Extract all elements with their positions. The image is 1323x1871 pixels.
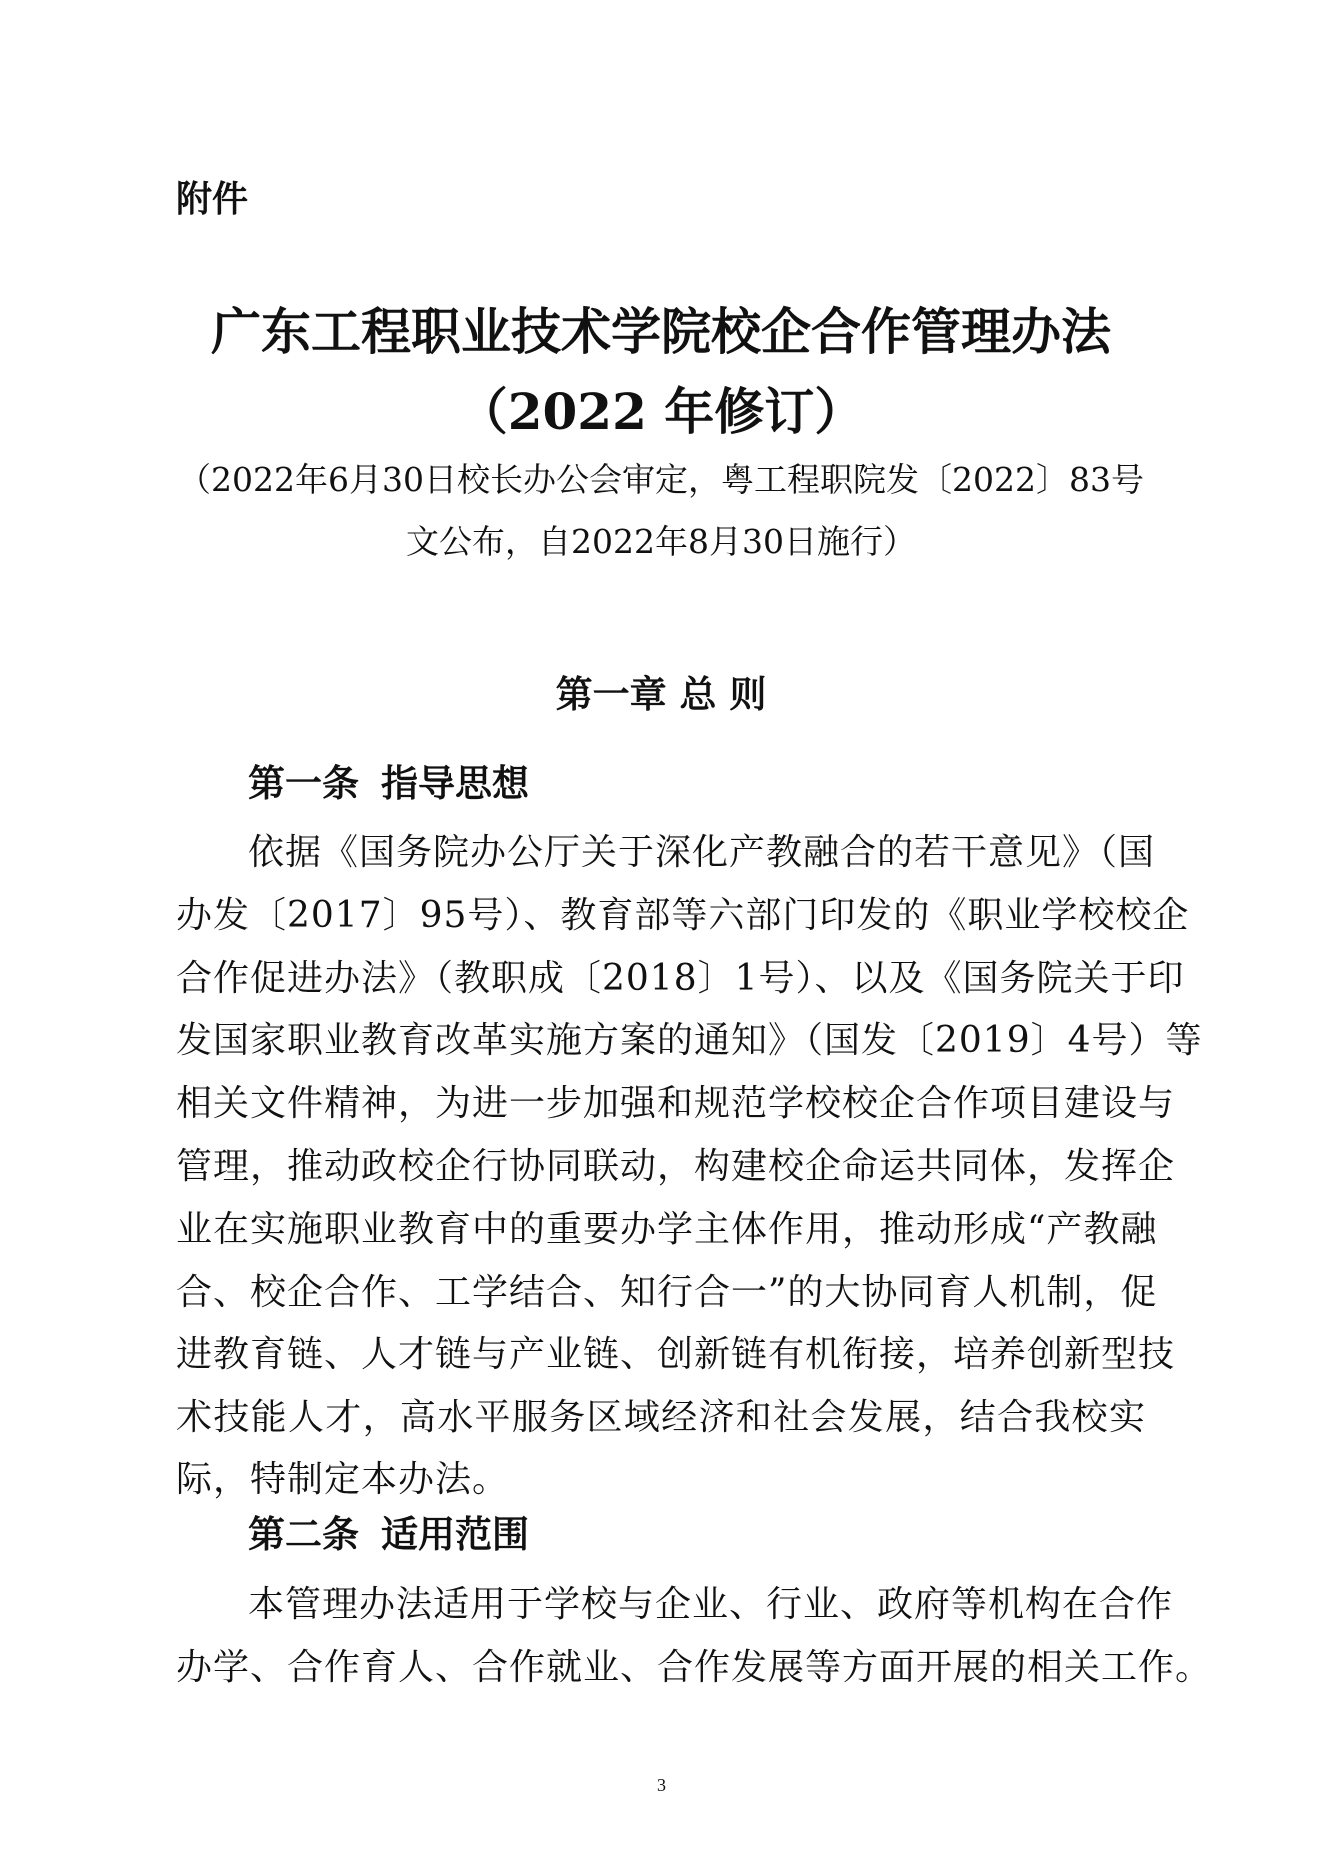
article2-heading-text: 适用范围: [381, 1513, 529, 1556]
article1-line: 合作促进办法》（教职成〔2018〕1号）、以及《国务院关于印: [176, 958, 1185, 999]
article1-line: 合、校企合作、工学结合、知行合一”的大协同育人机制，促: [176, 1272, 1158, 1313]
document-meta-line1: （2022年6月30日校长办公会审定，粤工程职院发〔2022〕83号: [178, 460, 1144, 499]
chapter-title: 第一章 总 则: [555, 673, 767, 716]
article1-number: 第一条: [248, 762, 359, 805]
document-title-line1: 广东工程职业技术学院校企合作管理办法: [211, 302, 1111, 361]
article2-line: 本管理办法适用于学校与企业、行业、政府等机构在合作: [248, 1584, 1174, 1625]
article2-number: 第二条: [248, 1513, 359, 1556]
attachment-label: 附件: [176, 179, 249, 220]
article1-line: 发国家职业教育改革实施方案的通知》（国发〔2019〕4号）等: [176, 1020, 1203, 1061]
document-title-line2: （2022 年修订）: [457, 382, 865, 441]
article1-line: 管理，推动政校企行协同联动，构建校企命运共同体，发挥企: [176, 1146, 1176, 1187]
article1-line: 术技能人才，高水平服务区域经济和社会发展，结合我校实: [176, 1397, 1146, 1438]
article1-line: 依据《国务院办公厅关于深化产教融合的若干意见》（国: [248, 832, 1156, 873]
article1-heading-text: 指导思想: [381, 762, 529, 805]
article1-line: 际，特制定本办法。: [176, 1459, 510, 1500]
article1-line: 相关文件精神，为进一步加强和规范学校校企合作项目建设与: [176, 1083, 1176, 1124]
article2-line: 办学、合作育人、合作就业、合作发展等方面开展的相关工作。: [176, 1647, 1213, 1688]
document-meta-line2: 文公布，自2022年8月30日施行）: [406, 522, 916, 561]
article1-line: 办发〔2017〕95号）、教育部等六部门印发的《职业学校校企: [176, 895, 1190, 936]
article1-heading: [248, 761, 529, 807]
article2-heading: [248, 1512, 529, 1558]
page-number: 3: [657, 1775, 666, 1795]
article1-line: 进教育链、人才链与产业链、创新链有机衔接，培养创新型技: [176, 1334, 1176, 1375]
article1-line: 业在实施职业教育中的重要办学主体作用，推动形成“产教融: [176, 1209, 1158, 1250]
